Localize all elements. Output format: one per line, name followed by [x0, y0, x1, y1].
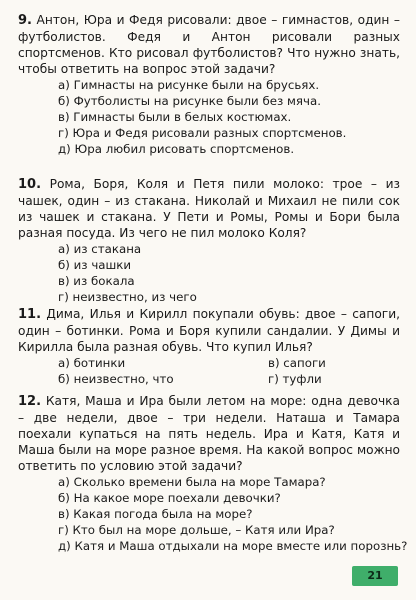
answer-option: г) Юра и Федя рисовали разных спортсменов.: [58, 126, 347, 140]
problem-10: [18, 176, 400, 305]
problem-text: Катя, Маша и Ира были летом на море: одна девочка – две недели, двое – три недели. Наташа и Тамара поехали купаться на пять недель. Ира и Катя, Катя и Маша были на море разное время. На какой вопрос можно ответить по условию этой задачи?: [18, 394, 401, 473]
problem-text: Антон, Юра и Федя рисовали: двое – гимнастов, один – футболистов. Федя и Антон рисовали разных спортсменов. Кто рисовал футболистов? Что нужно знать, чтобы ответить на вопрос этой задачи?: [18, 13, 400, 76]
answer-option: б) неизвестно, что: [58, 372, 174, 386]
answer-option: а) Гимнасты на рисунке были на брусьях.: [58, 78, 320, 92]
answer-option: в) из бокала: [58, 274, 135, 288]
problem-number: 12.: [18, 394, 42, 409]
problem-number: 11.: [18, 307, 42, 322]
answer-option: д) Катя и Маша отдыхали на море вместе или порознь?: [58, 539, 408, 553]
page-number: 21: [352, 566, 398, 586]
answer-option: в) сапоги: [268, 356, 326, 370]
problem-statement: [18, 393, 400, 474]
answer-option: г) Кто был на море дольше, – Катя или Ира?: [58, 523, 335, 537]
problem-text: Рома, Боря, Коля и Петя пили молоко: трое – из чашек, один – из стакана. Николай и Михаил не пили сок из чашек и стакана. У Пети и Ромы, Ромы и Бори была разная посуда. Из чего не пил молоко Коля?: [18, 177, 400, 240]
answer-option: а) из стакана: [58, 242, 142, 256]
answer-option: б) из чашки: [58, 258, 132, 272]
problem-12: [18, 393, 408, 554]
answer-option: д) Юра любил рисовать спортсменов.: [58, 142, 295, 156]
answer-option: в) Какая погода была на море?: [58, 507, 253, 521]
problem-statement: [18, 12, 400, 77]
answer-option: б) Футболисты на рисунке были без мяча.: [58, 94, 321, 108]
problem-text: Дима, Илья и Кирилл покупали обувь: двое – сапоги, один – ботинки. Рома и Боря купили сандалии. У Димы и Кирилла была разная обувь. Что купил Илья?: [18, 307, 401, 354]
answer-option: б) На какое море поехали девочки?: [58, 491, 281, 505]
problem-number: 9.: [18, 13, 32, 28]
answer-option: а) ботинки: [58, 356, 126, 370]
problem-statement: [18, 176, 400, 241]
answer-option: г) туфли: [268, 372, 322, 386]
answer-option: в) Гимнасты были в белых костюмах.: [58, 110, 292, 124]
answer-option: а) Сколько времени была на море Тамара?: [58, 475, 326, 489]
answer-option: г) неизвестно, из чего: [58, 290, 197, 304]
problem-statement: [18, 306, 400, 355]
problem-number: 10.: [18, 177, 42, 192]
problem-9: [18, 12, 400, 157]
problem-11: [18, 306, 400, 387]
answer-options-grid: [58, 355, 400, 387]
